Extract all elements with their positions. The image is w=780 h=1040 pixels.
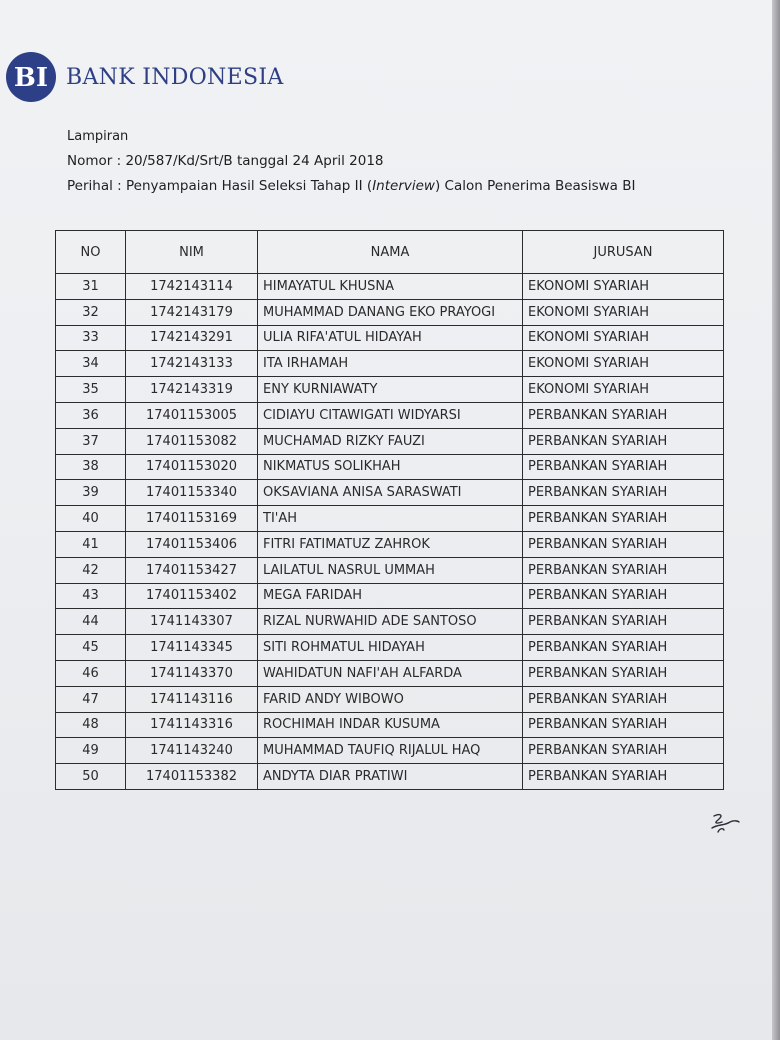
perihal-prefix: Perihal : Penyampaian Hasil Seleksi Tahap II ( — [67, 178, 373, 194]
cell-nim: 1741143370 — [126, 660, 258, 686]
cell-nim: 17401153169 — [126, 506, 258, 532]
cell-nama: ULIA RIFA'ATUL HIDAYAH — [258, 325, 523, 351]
cell-nama: TI'AH — [258, 506, 523, 532]
cell-no: 33 — [56, 325, 126, 351]
cell-nama: HIMAYATUL KHUSNA — [258, 274, 523, 300]
lampiran-label: Lampiran — [67, 129, 129, 144]
cell-nim: 1741143116 — [126, 686, 258, 712]
table-row — [56, 660, 724, 686]
cell-no: 31 — [56, 274, 126, 300]
cell-nama: ROCHIMAH INDAR KUSUMA — [258, 712, 523, 738]
cell-nim: 1742143291 — [126, 325, 258, 351]
table-row — [56, 480, 724, 506]
cell-no: 49 — [56, 738, 126, 764]
cell-no: 32 — [56, 299, 126, 325]
cell-jurusan: PERBANKAN SYARIAH — [523, 609, 724, 635]
nomor-line: Nomor : 20/587/Kd/Srt/B tanggal 24 April 2018 — [67, 153, 384, 169]
cell-nama: MUCHAMAD RIZKY FAUZI — [258, 428, 523, 454]
cell-nim: 1741143345 — [126, 635, 258, 661]
cell-nama: LAILATUL NASRUL UMMAH — [258, 557, 523, 583]
cell-jurusan: PERBANKAN SYARIAH — [523, 686, 724, 712]
table-row — [56, 635, 724, 661]
table-row — [56, 609, 724, 635]
cell-no: 41 — [56, 531, 126, 557]
cell-nama: OKSAVIANA ANISA SARASWATI — [258, 480, 523, 506]
cell-jurusan: PERBANKAN SYARIAH — [523, 531, 724, 557]
cell-jurusan: EKONOMI SYARIAH — [523, 325, 724, 351]
cell-jurusan: EKONOMI SYARIAH — [523, 274, 724, 300]
cell-no: 46 — [56, 660, 126, 686]
cell-nim: 17401153382 — [126, 764, 258, 790]
table-row — [56, 738, 724, 764]
bi-monogram-icon — [6, 52, 56, 102]
cell-no: 39 — [56, 480, 126, 506]
cell-nama: RIZAL NURWAHID ADE SANTOSO — [258, 609, 523, 635]
cell-nim: 17401153427 — [126, 557, 258, 583]
cell-nim: 1741143307 — [126, 609, 258, 635]
table-row — [56, 583, 724, 609]
cell-jurusan: PERBANKAN SYARIAH — [523, 764, 724, 790]
table-row — [56, 686, 724, 712]
table-row — [56, 274, 724, 300]
table-row — [56, 351, 724, 377]
candidate-table — [55, 230, 724, 790]
cell-nama: FITRI FATIMATUZ ZAHROK — [258, 531, 523, 557]
cell-no: 50 — [56, 764, 126, 790]
cell-jurusan: PERBANKAN SYARIAH — [523, 506, 724, 532]
page-edge-shadow — [772, 0, 780, 1040]
cell-jurusan: PERBANKAN SYARIAH — [523, 402, 724, 428]
bank-logo — [6, 52, 284, 102]
cell-nim: 1741143316 — [126, 712, 258, 738]
table-row — [56, 402, 724, 428]
table-row — [56, 506, 724, 532]
table-row — [56, 454, 724, 480]
bank-name: BANK INDONESIA — [66, 64, 284, 90]
cell-jurusan: PERBANKAN SYARIAH — [523, 454, 724, 480]
cell-jurusan: PERBANKAN SYARIAH — [523, 557, 724, 583]
cell-nama: NIKMATUS SOLIKHAH — [258, 454, 523, 480]
cell-nama: WAHIDATUN NAFI'AH ALFARDA — [258, 660, 523, 686]
cell-no: 45 — [56, 635, 126, 661]
cell-nim: 1742143133 — [126, 351, 258, 377]
cell-nim: 17401153005 — [126, 402, 258, 428]
table-row — [56, 712, 724, 738]
table-row — [56, 299, 724, 325]
cell-no: 36 — [56, 402, 126, 428]
cell-nama: ENY KURNIAWATY — [258, 377, 523, 403]
cell-no: 42 — [56, 557, 126, 583]
table-row — [56, 557, 724, 583]
cell-jurusan: EKONOMI SYARIAH — [523, 351, 724, 377]
perihal-italic: Interview — [372, 178, 435, 194]
cell-nim: 17401153402 — [126, 583, 258, 609]
cell-jurusan: PERBANKAN SYARIAH — [523, 712, 724, 738]
cell-nama: FARID ANDY WIBOWO — [258, 686, 523, 712]
table-row — [56, 377, 724, 403]
cell-no: 43 — [56, 583, 126, 609]
table-row — [56, 325, 724, 351]
cell-no: 35 — [56, 377, 126, 403]
cell-nama: ITA IRHAMAH — [258, 351, 523, 377]
cell-jurusan: PERBANKAN SYARIAH — [523, 738, 724, 764]
table-row — [56, 428, 724, 454]
cell-nim: 17401153020 — [126, 454, 258, 480]
cell-jurusan: EKONOMI SYARIAH — [523, 299, 724, 325]
cell-nama: MUHAMMAD DANANG EKO PRAYOGI — [258, 299, 523, 325]
table-row — [56, 764, 724, 790]
bi-monogram: BI — [13, 63, 49, 93]
cell-nim: 17401153082 — [126, 428, 258, 454]
cell-no: 48 — [56, 712, 126, 738]
cell-no: 44 — [56, 609, 126, 635]
cell-nama: MUHAMMAD TAUFIQ RIJALUL HAQ — [258, 738, 523, 764]
header-nama: NAMA — [258, 231, 523, 274]
header-no: NO — [56, 231, 126, 274]
cell-jurusan: PERBANKAN SYARIAH — [523, 428, 724, 454]
cell-nim: 1742143114 — [126, 274, 258, 300]
cell-jurusan: PERBANKAN SYARIAH — [523, 583, 724, 609]
initial-paraf-icon — [708, 810, 742, 838]
cell-no: 38 — [56, 454, 126, 480]
cell-nim: 1741143240 — [126, 738, 258, 764]
cell-jurusan: PERBANKAN SYARIAH — [523, 635, 724, 661]
header-jurusan: JURUSAN — [523, 231, 724, 274]
table-row — [56, 531, 724, 557]
cell-jurusan: EKONOMI SYARIAH — [523, 377, 724, 403]
cell-nim: 17401153340 — [126, 480, 258, 506]
cell-jurusan: PERBANKAN SYARIAH — [523, 480, 724, 506]
cell-nim: 1742143319 — [126, 377, 258, 403]
header-nim: NIM — [126, 231, 258, 274]
letter-meta — [67, 127, 635, 202]
perihal-line — [67, 177, 635, 202]
table-header-row — [56, 231, 724, 274]
cell-jurusan: PERBANKAN SYARIAH — [523, 660, 724, 686]
cell-no: 47 — [56, 686, 126, 712]
cell-nama: SITI ROHMATUL HIDAYAH — [258, 635, 523, 661]
cell-nim: 1742143179 — [126, 299, 258, 325]
cell-nama: ANDYTA DIAR PRATIWI — [258, 764, 523, 790]
cell-no: 34 — [56, 351, 126, 377]
cell-no: 37 — [56, 428, 126, 454]
cell-no: 40 — [56, 506, 126, 532]
cell-nama: MEGA FARIDAH — [258, 583, 523, 609]
cell-nama: CIDIAYU CITAWIGATI WIDYARSI — [258, 402, 523, 428]
perihal-suffix: ) Calon Penerima Beasiswa BI — [434, 178, 636, 194]
bi-emblem-icon — [6, 52, 56, 102]
cell-nim: 17401153406 — [126, 531, 258, 557]
